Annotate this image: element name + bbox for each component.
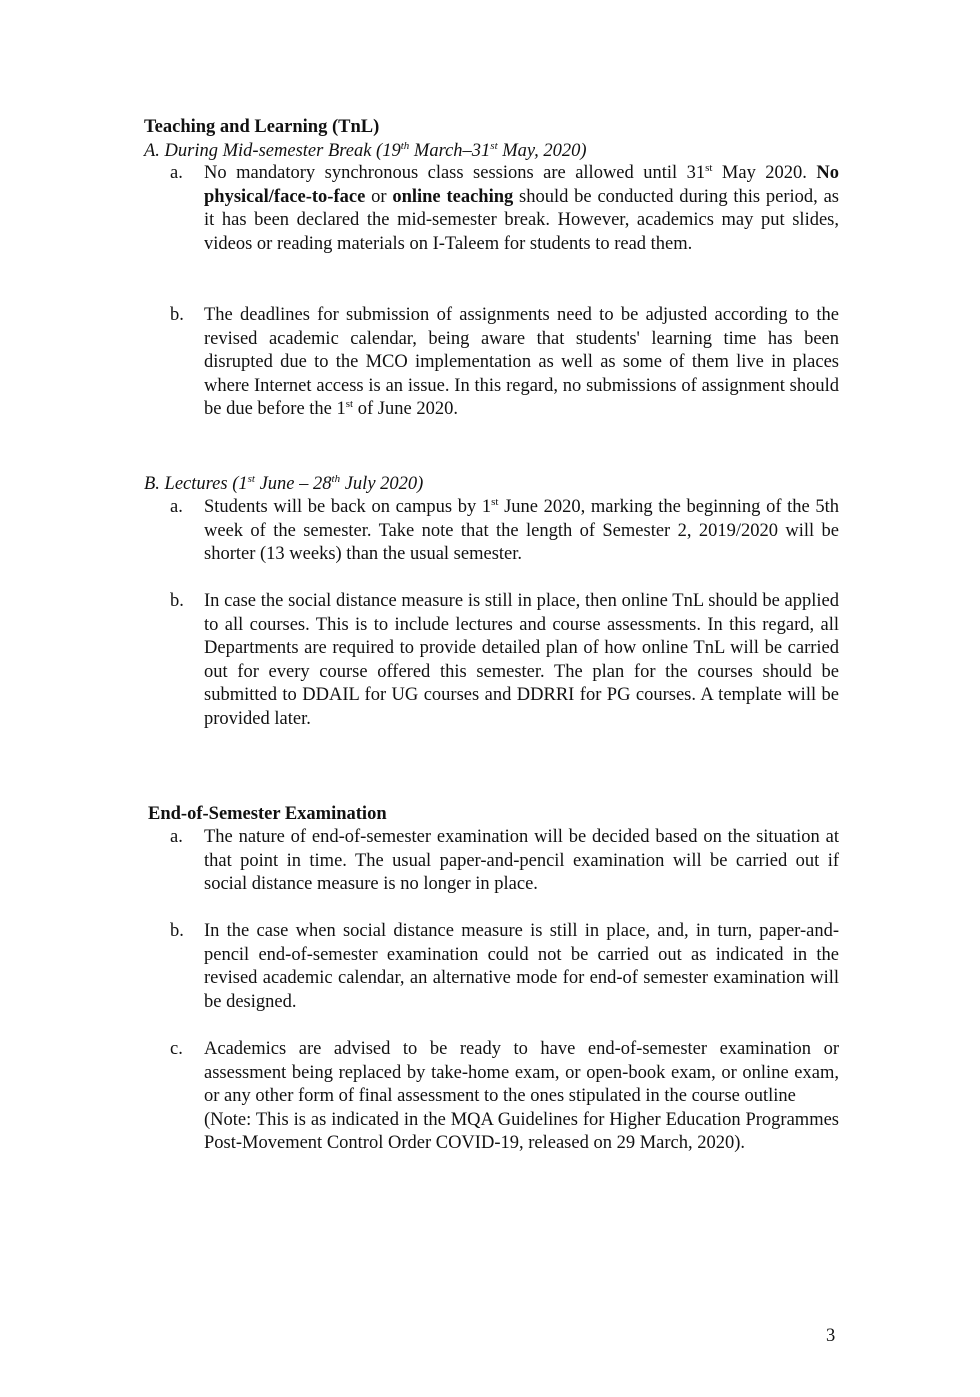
list-label: a.: [170, 497, 183, 517]
list-label: c.: [170, 1039, 183, 1059]
list-item-a-exam-nature: [170, 826, 839, 897]
list-label: b.: [170, 591, 184, 611]
list-text: The nature of end-of-semester examination will be decided based on the situation at that point in time. The usual paper-and-pencil examination will be carried out if social distance measure is no longer in place.: [204, 827, 839, 895]
section-heading-exam: End-of-Semester Examination: [148, 804, 387, 824]
list-text: The deadlines for submission of assignments need to be adjusted according to the revised academic calendar, being aware that students' learning time has been disrupted due to the MCO implementation as well as some of them live in places where Internet access is an issue. In this regard, no submissions of assignment should be due before the 1st of June 2020.: [204, 305, 839, 420]
list-label: a.: [170, 827, 183, 847]
list-text-main: Academics are advised to be ready to have end-of-semester examination or assessment being replaced by take-home exam, or open-book exam, or online exam, or any other form of final assessment to the ones stipulated in the course outline: [204, 1039, 839, 1107]
list-text-note: (Note: This is as indicated in the MQA Guidelines for Higher Education Programmes Post-Movement Control Order COVID-19, released on 29 March, 2020).: [204, 1109, 839, 1154]
list-item-b-online-tnl: [170, 590, 839, 732]
list-text: [204, 1038, 839, 1156]
list-item-c-final-assessment: [170, 1038, 839, 1156]
list-item-a-campus: [170, 496, 839, 567]
section-heading-tnl: Teaching and Learning (TnL): [144, 117, 380, 137]
subheading-lectures: B. Lectures (1st June – 28th July 2020): [144, 472, 424, 494]
page-number: 3: [826, 1326, 836, 1346]
list-text: Students will be back on campus by 1st June 2020, marking the beginning of the 5th week of the semester. Take note that the length of Semester 2, 2019/2020 will be shorter (13 weeks) than the usual semester.: [204, 495, 839, 565]
list-label: b.: [170, 305, 184, 325]
subheading-mid-semester-break: A. During Mid-semester Break (19th March–31st May, 2020): [144, 139, 587, 161]
list-label: a.: [170, 163, 183, 183]
list-text: In case the social distance measure is still in place, then online TnL should be applied to all courses. This is to include lectures and course assessments. In this regard, all Departments are required to provide detailed plan of how online TnL will be carried out for every course offered this semester. The plan for the courses should be submitted to DDAIL for UG courses and DDRRI for PG courses. A template will be provided later.: [204, 591, 839, 729]
list-item-b-deadlines: [170, 304, 839, 422]
list-item-b-alternative-mode: [170, 920, 839, 1014]
list-text: No mandatory synchronous class sessions are allowed until 31st May 2020. No physical/face-to-face or online teaching should be conducted during this period, as it has been declared the mid-semester break. However, academics may put slides, videos or reading materials on I-Taleem for students to read them.: [204, 161, 839, 254]
list-label: b.: [170, 921, 184, 941]
list-text: In the case when social distance measure is still in place, and, in turn, paper-and-pencil end-of-semester examination could not be carried out as indicated in the revised academic calendar, an alternative mode for end-of semester examination will be designed.: [204, 921, 839, 1012]
list-item-a-break: [170, 162, 839, 256]
